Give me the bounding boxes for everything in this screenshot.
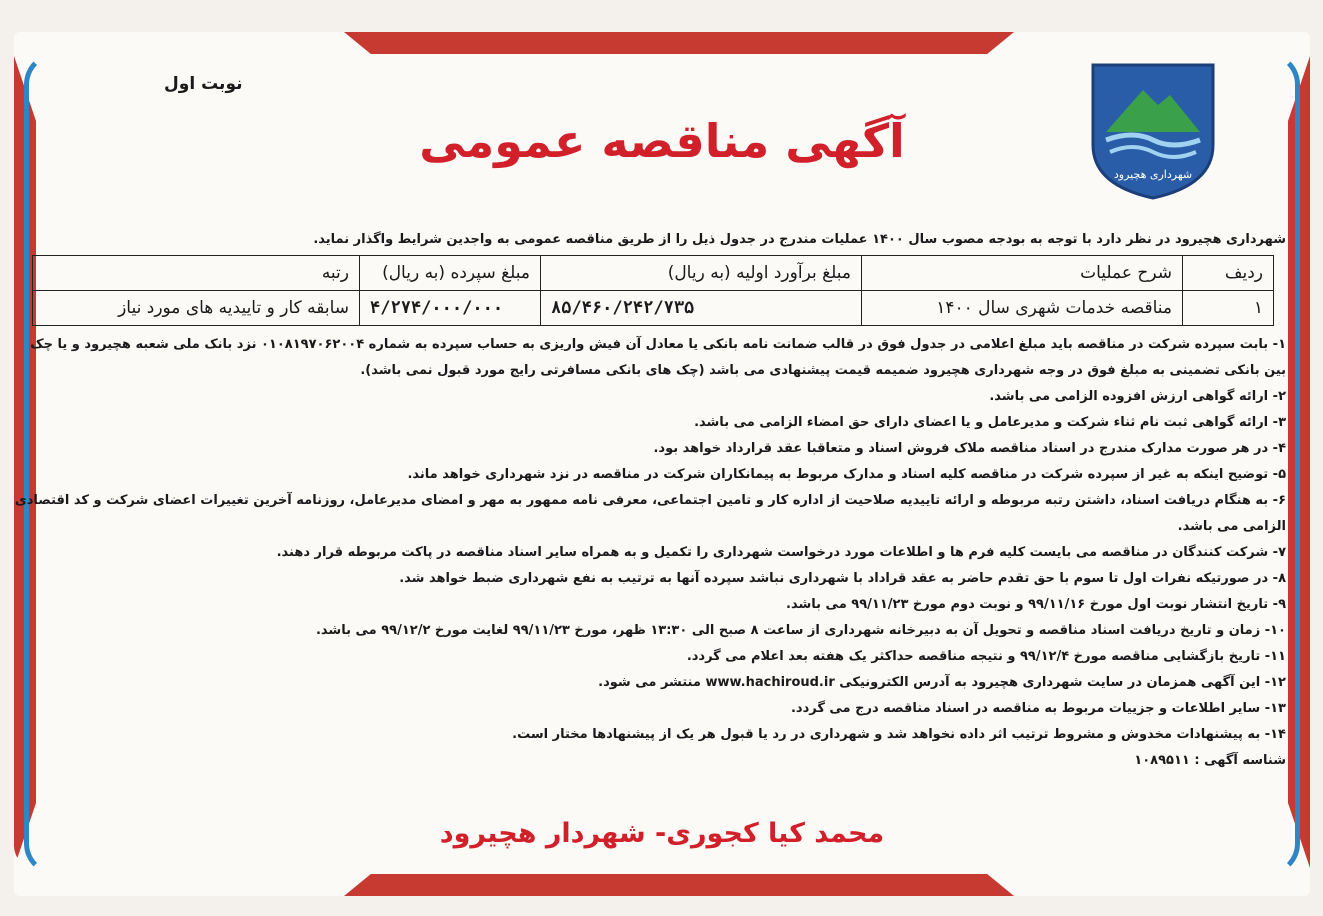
term-item: ۴- در هر صورت مدارک مندرج در اسناد مناقصه ملاک فروش اسناد و متعاقبا عقد قرارداد خواهد بود. (653, 441, 1286, 456)
signature: محمد کیا کجوری- شهردار هچیرود (439, 818, 885, 849)
term-item: ۱۳- سایر اطلاعات و جزییات مربوط به مناقصه در اسناد مناقصه درج می گردد. (790, 701, 1286, 716)
table-header-row (33, 256, 1274, 291)
col-deposit: مبلغ سپرده (به ریال) (360, 256, 541, 291)
publication-round: نوبت اول (164, 74, 243, 94)
term-item: الزامی می باشد. (1177, 519, 1286, 534)
term-item: ۱۱- تاریخ بازگشایی مناقصه مورخ ۹۹/۱۲/۴ و نتیجه مناقصه حداکثر یک هفته بعد اعلام می گردد. (686, 649, 1286, 664)
tender-table (32, 255, 1274, 326)
col-row: ردیف (1183, 256, 1274, 291)
term-item: بین بانکی تضمینی به مبلغ فوق در وجه شهرداری هچیرود ضمیمه قیمت پیشنهادی می باشد (چک های بانکی مسافرتی رایج مورد قبول نمی باشد). (360, 363, 1286, 378)
terms-list (14, 332, 1286, 748)
term-item: ۳- ارائه گواهی ثبت نام ثناء شرکت و مدیرعامل و یا اعضای دارای حق امضاء الزامی می باشد. (694, 415, 1286, 430)
term-item: ۸- در صورتیکه نفرات اول تا سوم با حق تقدم حاضر به عقد قراداد با شهرداری نباشد سپرده آنها به ترتیب به نفع شهرداری ضبط خواهد شد. (399, 571, 1286, 586)
term-item: ۱۴- به پیشنهادات مخدوش و مشروط ترتیب اثر داده نخواهد شد و شهرداری در رد یا قبول هر یک از پیشنهادها مختار است. (512, 727, 1286, 742)
frame-top-band (344, 32, 1014, 54)
term-item: ۱۰- زمان و تاریخ دریافت اسناد مناقصه و تحویل آن به دبیرخانه شهرداری از ساعت ۸ صبح الی ۱۳:۳۰ ظهر، مورخ ۹۹/۱۱/۲۳ لغایت مورخ ۹۹/۱۲/۲ می باشد. (315, 623, 1286, 638)
intro-text: شهرداری هچیرود در نظر دارد با توجه به بودجه مصوب سال ۱۴۰۰ عملیات مندرج در جدول ذیل را از طریق مناقصه عمومی به واجدین شرایط واگذار نماید. (313, 232, 1286, 247)
col-estimate: مبلغ برآورد اولیه (به ریال) (541, 256, 862, 291)
term-item: ۱- بابت سپرده شرکت در مناقصه باید مبلغ اعلامی در جدول فوق در قالب ضمانت نامه بانکی یا معادل آن فیش واریزی به حساب سپرده به شماره ۰۱۰۸۱۹۷۰۶۲۰۰۴ نزد بانک ملی شعبه هچیرود و یا چک (30, 337, 1286, 352)
cell-row: ۱ (1183, 291, 1274, 326)
page-title: آگهی مناقصه عمومی (419, 114, 905, 168)
table-row (33, 291, 1274, 326)
frame-bottom-band (344, 874, 1014, 896)
cell-estimate: ۸۵/۴۶۰/۲۴۲/۷۳۵ (541, 291, 862, 326)
term-item: ۹- تاریخ انتشار نوبت اول مورخ ۹۹/۱۱/۱۶ و نوبت دوم مورخ ۹۹/۱۱/۲۳ می باشد. (786, 597, 1286, 612)
notice-content (14, 232, 1286, 774)
cell-rank: سابقه کار و تاییدیه های مورد نیاز (33, 291, 360, 326)
term-item: ۶- به هنگام دریافت اسناد، داشتن رتبه مربوطه و ارائه تاییدیه صلاحیت از اداره کار و تامین اجتماعی، معرفی نامه ممهور به مهر و امضای مدیرعامل، روزنامه آخرین تغییرات اعضای شرکت و کد اقتصادی (14, 493, 1286, 508)
term-item: ۷- شرکت کنندگان در مناقصه می بایست کلیه فرم ها و اطلاعات مورد درخواست شهرداری را تکمیل و به همراه سایر اسناد مناقصه در پاکت مربوطه قرار دهند. (276, 545, 1286, 560)
ad-id: شناسه آگهی : ۱۰۸۹۵۱۱ (1134, 753, 1286, 768)
term-item: ۲- ارائه گواهی ارزش افزوده الزامی می باشد. (989, 389, 1286, 404)
notice-page (14, 32, 1310, 896)
term-item: ۱۲- این آگهی همزمان در سایت شهرداری هچیرود به آدرس الکترونیکی www.hachiroud.ir منتشر می شود. (598, 675, 1286, 690)
cell-description: مناقصه خدمات شهری سال ۱۴۰۰ (862, 291, 1183, 326)
col-description: شرح عملیات (862, 256, 1183, 291)
term-item: ۵- توضیح اینکه به غیر از سپرده شرکت در مناقصه کلیه اسناد و مدارک مربوط به پیمانکاران شرکت در مناقصه در نزد شهرداری خواهد ماند. (407, 467, 1286, 482)
col-rank: رتبه (33, 256, 360, 291)
logo-text: شهرداری هچیرود (1113, 168, 1193, 181)
cell-deposit: ۴/۲۷۴/۰۰۰/۰۰۰ (360, 291, 541, 326)
